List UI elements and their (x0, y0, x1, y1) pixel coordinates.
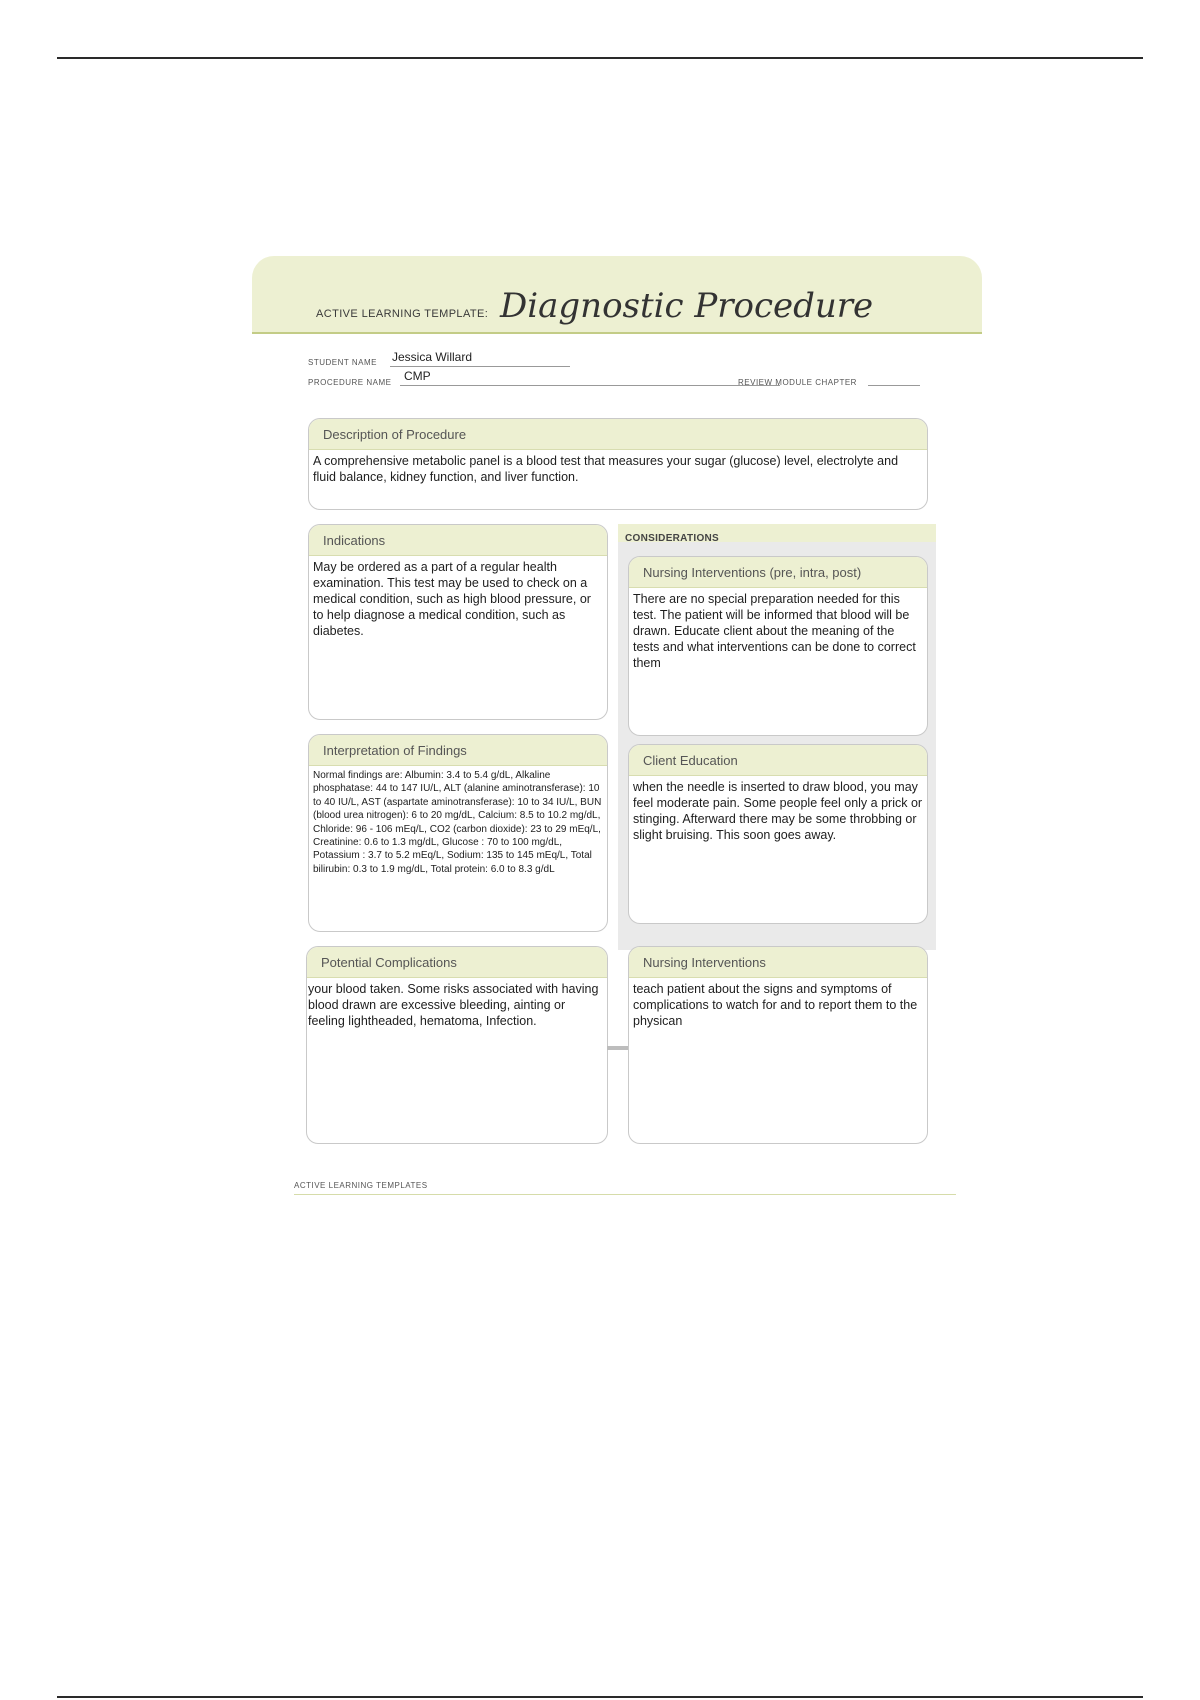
review-module-label: REVIEW MODULE CHAPTER (738, 378, 857, 387)
student-name-line (390, 366, 570, 367)
potential-complications-text[interactable]: your blood taken. Some risks associated with having blood drawn are excessive bleeding, ainting or feeling lightheaded, hematoma, Infection. (308, 982, 599, 1028)
form-header (252, 256, 982, 334)
nursing-interventions-box (628, 946, 928, 1144)
interpretation-box (308, 734, 608, 932)
client-education-title: Client Education (629, 745, 927, 776)
interpretation-text[interactable]: Normal findings are: Albumin: 3.4 to 5.4 g/dL, Alkaline phosphatase: 44 to 147 IU/L, ALT (alanine aminotransferase): 10 to 40 IU/L, AST (aspartate aminotransferase): 10 to 34 IU/L, BUN (blood urea nitrogen): 6 to 20 mg/dL, Calcium: 8.5 to 10.2 mg/dL, Chloride: 96 - 106 mEq/L, CO2 (carbon dioxide): 23 to 29 mEq/L, Creatinine: 0.6 to 1.3 mg/dL, Glucose : 70 to 100 mg/dL, Potassium : 3.7 to 5.2 mEq/L, Sodium: 135 to 145 mEq/L, Total bilirubin: 0.3 to 1.9 mg/dL, Total protein: 6.0 to 8.3 g/dL (313, 770, 602, 875)
page-top-rule (57, 57, 1143, 59)
indications-box (308, 524, 608, 720)
student-name-label: STUDENT NAME (308, 358, 377, 367)
nursing-interventions-pre-intra-post-box (628, 556, 928, 736)
client-education-box (628, 744, 928, 924)
procedure-name-label: PROCEDURE NAME (308, 378, 392, 387)
footer-line (294, 1194, 956, 1195)
considerations-label: CONSIDERATIONS (625, 533, 720, 544)
page-bottom-rule (57, 1696, 1143, 1698)
indications-title: Indications (309, 525, 607, 556)
indications-text[interactable]: May be ordered as a part of a regular health examination. This test may be used to check on a medical condition, such as high blood pressure, or to help diagnose a medical condition, such as diabetes. (313, 560, 591, 638)
nursing-interventions-text[interactable]: teach patient about the signs and symptoms of complications to watch for and to report them to the physican (633, 982, 918, 1028)
procedure-name-line (400, 385, 780, 386)
client-education-text[interactable]: when the needle is inserted to draw blood, you may feel moderate pain. Some people feel only a prick or stinging. Afterward there may be some throbbing or slight bruising. This soon goes away. (633, 780, 923, 842)
box-connector (607, 1046, 629, 1050)
diagnostic-procedure-form (252, 256, 982, 1196)
interpretation-title: Interpretation of Findings (309, 735, 607, 766)
procedure-name-value[interactable]: CMP (404, 369, 431, 383)
template-label: ACTIVE LEARNING TEMPLATE: (316, 308, 489, 320)
description-title: Description of Procedure (309, 419, 927, 450)
form-title: Diagnostic Procedure (500, 286, 874, 326)
nursing-interventions-pre-intra-post-title: Nursing Interventions (pre, intra, post) (629, 557, 927, 588)
student-name-value[interactable]: Jessica Willard (392, 350, 473, 364)
description-text[interactable]: A comprehensive metabolic panel is a blood test that measures your sugar (glucose) level, electrolyte and fluid balance, kidney function, and liver function. (313, 454, 899, 484)
nursing-interventions-pre-intra-post-text[interactable]: There are no special preparation needed for this test. The patient will be informed that blood will be drawn. Educate client about the meaning of the tests and what interventions can be done to correct them (633, 592, 916, 670)
nursing-interventions-title: Nursing Interventions (629, 947, 927, 978)
potential-complications-box (306, 946, 608, 1144)
potential-complications-title: Potential Complications (307, 947, 607, 978)
review-module-line (868, 385, 920, 386)
description-box (308, 418, 928, 510)
footer-label: ACTIVE LEARNING TEMPLATES (294, 1181, 428, 1190)
